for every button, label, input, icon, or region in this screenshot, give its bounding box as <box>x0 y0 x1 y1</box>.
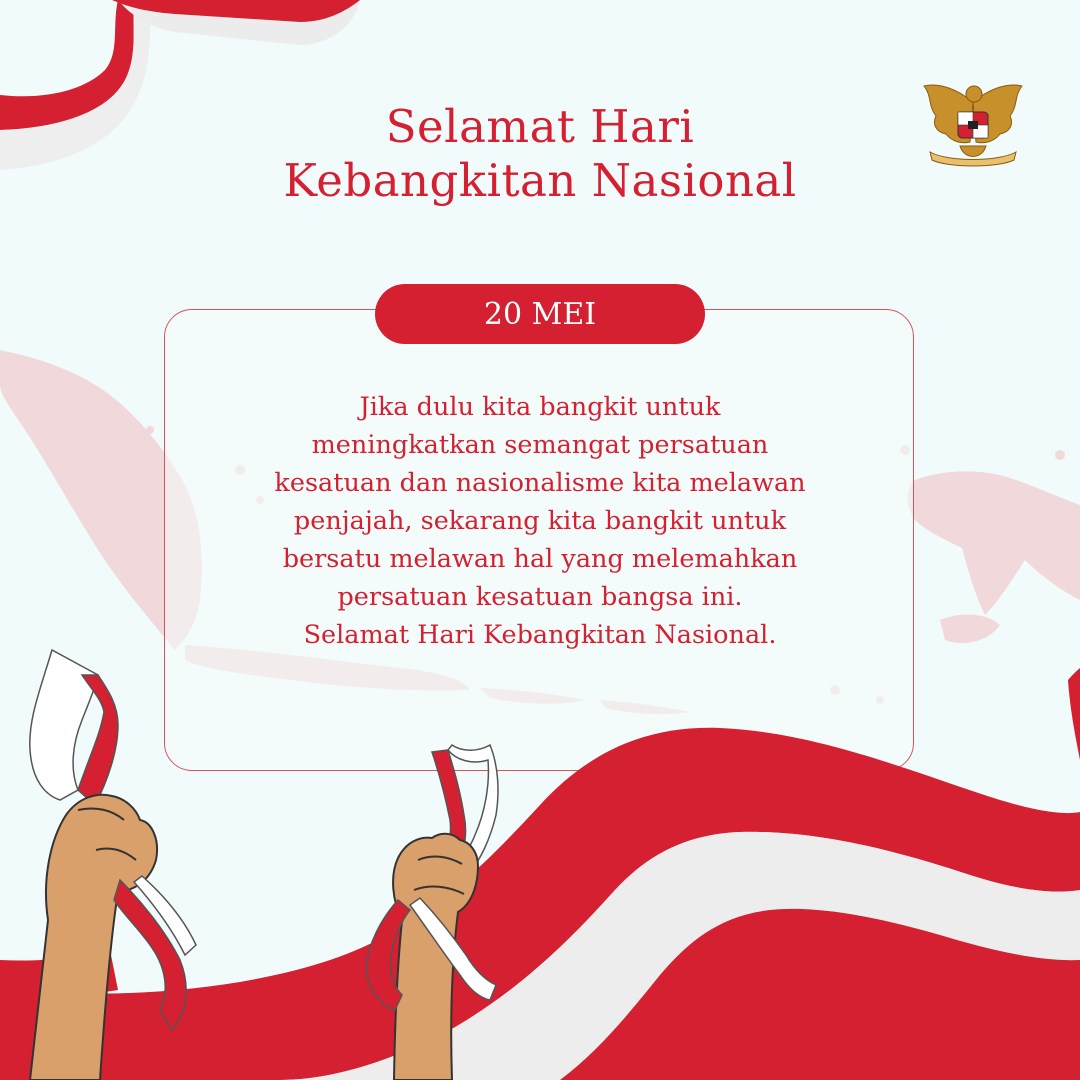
title-line-2: Kebangkitan Nasional <box>283 154 797 207</box>
message-line: kesatuan dan nasionalisme kita melawan <box>274 468 806 498</box>
message-line: meningkatkan semangat persatuan <box>311 430 769 460</box>
message-line: Jika dulu kita bangkit untuk <box>359 392 721 422</box>
message-line: Selamat Hari Kebangkitan Nasional. <box>303 620 777 650</box>
date-badge: 20 MEI <box>375 284 705 344</box>
message-line: bersatu melawan hal yang melemahkan <box>282 544 798 574</box>
title-line-1: Selamat Hari <box>385 100 695 153</box>
message-line: penjajah, sekarang kita bangkit untuk <box>293 506 787 536</box>
message-line: persatuan kesatuan bangsa ini. <box>337 582 743 612</box>
